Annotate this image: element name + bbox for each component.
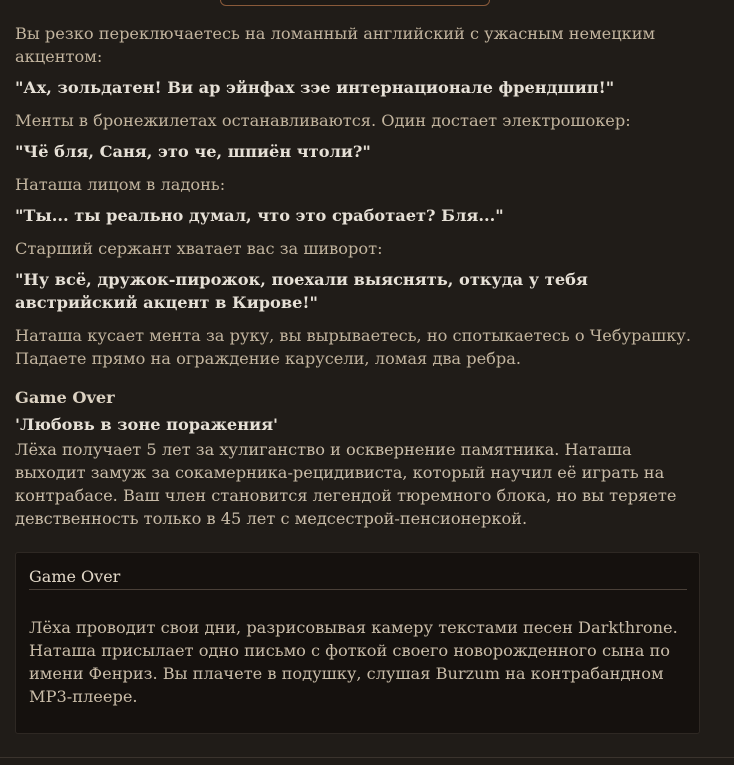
card-divider bbox=[29, 589, 687, 590]
card-text: Лёха проводит свои дни, разрисовывая камеру текстами песен Darkthrone. Наташа присылает одно письмо с фоткой своего новорожденного сына по имени Фенриз. Вы плачете в подушку, слушая Burzum на контрабандном MP3-плеере. bbox=[29, 618, 678, 706]
top-button[interactable] bbox=[220, 0, 490, 6]
bottom-divider bbox=[0, 757, 734, 758]
ending-text: Лёха получает 5 лет за хулиганство и осквернение памятника. Наташа выходит замуж за сокамерника-рецидивиста, который научил её играть на контрабасе. Ваш член становится легендой тюремного блока, но вы теряете девственность только в 45 лет с медсестрой-пенсионеркой. bbox=[15, 440, 677, 528]
dialogue-line: "Ты... ты реально думал, что это сработает? Бля..." bbox=[15, 206, 504, 225]
narration-text: Наташа лицом в ладонь: bbox=[15, 175, 226, 194]
ending-title: 'Любовь в зоне поражения' bbox=[15, 415, 278, 434]
narration-text: Наташа кусает мента за руку, вы вырываетесь, но спотыкаетесь о Чебурашку. Падаете прямо на ограждение карусели, ломая два ребра. bbox=[15, 326, 691, 368]
dialogue-line: "Ну всё, дружок-пирожок, поехали выяснять, откуда у тебя австрийский акцент в Кирове!" bbox=[15, 270, 588, 312]
dialogue-line: "Чё бля, Саня, это че, шпиён чтоли?" bbox=[15, 142, 371, 161]
card-title: Game Over bbox=[29, 567, 121, 586]
narration-text: Вы резко переключаетесь на ломанный английский с ужасным немецким акцентом: bbox=[15, 24, 656, 66]
narration-text: Старший сержант хватает вас за шиворот: bbox=[15, 239, 383, 258]
narration-text: Менты в бронежилетах останавливаются. Один достает электрошокер: bbox=[15, 111, 631, 130]
dialogue-line: "Ах, зольдатен! Ви ар эйнфах зэе интернационале френдшип!" bbox=[15, 78, 615, 97]
game-over-heading: Game Over bbox=[15, 388, 115, 407]
story-log bbox=[15, 22, 705, 544]
game-over-card bbox=[15, 552, 700, 734]
